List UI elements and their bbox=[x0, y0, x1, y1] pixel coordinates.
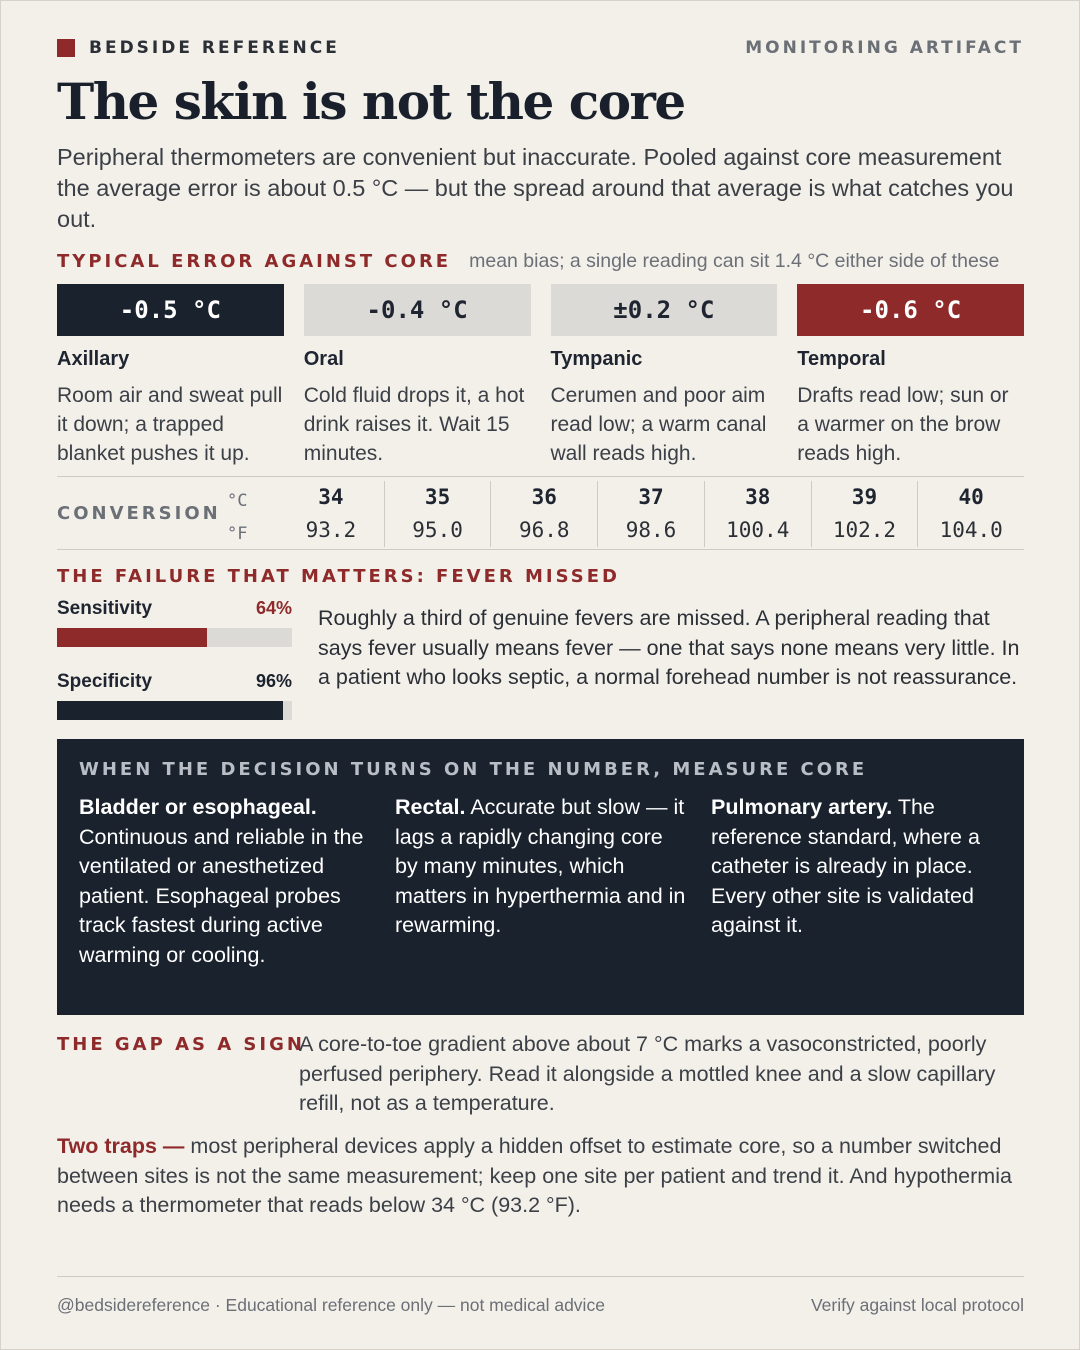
brand-label: BEDSIDE REFERENCE bbox=[89, 38, 340, 58]
site-card-oral bbox=[304, 284, 531, 468]
top-bar bbox=[57, 38, 1024, 60]
site-bias-value: ±0.2 °C bbox=[551, 284, 778, 336]
celsius-value: 36 bbox=[531, 485, 557, 509]
core-site-bladder-esophageal bbox=[79, 793, 371, 970]
conversion-column bbox=[811, 481, 918, 547]
brand bbox=[57, 38, 340, 58]
footer bbox=[57, 1276, 1024, 1315]
traps-note bbox=[57, 1132, 1024, 1221]
specificity-meter bbox=[57, 671, 292, 720]
error-section-note: mean bias; a single reading can sit 1.4 °C either side of these bbox=[469, 250, 1000, 272]
conversion-column bbox=[597, 481, 704, 547]
celsius-unit: °C bbox=[227, 491, 248, 511]
celsius-value: 37 bbox=[638, 485, 664, 509]
fahrenheit-unit: °F bbox=[227, 524, 248, 544]
core-site-text: The reference standard, where a catheter is already in place. Every other site is validated against it. bbox=[711, 795, 980, 937]
footer-disclaimer: Verify against local protocol bbox=[810, 1295, 1024, 1315]
error-section-header bbox=[57, 250, 999, 273]
meter-track bbox=[57, 701, 292, 720]
fahrenheit-value: 95.0 bbox=[412, 518, 463, 542]
intro-paragraph: Peripheral thermometers are convenient but inaccurate. Pooled against core measurement the average error is about 0.5 °C — but the spread around that average is what catches you out. bbox=[57, 144, 1014, 232]
meter-track bbox=[57, 628, 292, 647]
page-title: The skin is not the core bbox=[57, 72, 685, 131]
site-description: Cold fluid drops it, a hot drink raises it. Wait 15 minutes. bbox=[303, 384, 525, 465]
meter-percent: 96% bbox=[255, 671, 292, 691]
gap-explanation: A core-to-toe gradient above about 7 °C marks a vasoconstricted, poorly perfused periphery. Read it alongside a mottled knee and a slow capillary refill, not as a temperature. bbox=[299, 1032, 996, 1115]
site-name: Temporal bbox=[797, 348, 886, 370]
sensitivity-meter bbox=[57, 598, 292, 647]
site-bias-value: -0.6 °C bbox=[797, 284, 1024, 336]
celsius-value: 35 bbox=[424, 485, 451, 509]
category-tag: MONITORING ARTIFACT bbox=[745, 38, 1024, 58]
conversion-column bbox=[917, 481, 1024, 547]
site-card-axillary bbox=[57, 284, 284, 468]
celsius-value: 34 bbox=[318, 485, 344, 509]
traps-text: most peripheral devices apply a hidden offset to estimate core, so a number switched between sites is not the same measurement; keep one site per patient and trend it. And hypothermia needs a thermometer that reads below 34 °C (93.2 °F). bbox=[57, 1134, 1012, 1217]
core-site-text: Accurate but slow — it lags a rapidly changing core by many minutes, which matters in hyperthermia and in rewarming. bbox=[395, 795, 686, 937]
core-site-pulmonary-artery bbox=[711, 793, 1003, 970]
brand-square-icon bbox=[57, 39, 75, 57]
traps-lead: Two traps — bbox=[57, 1134, 185, 1158]
meter-fill bbox=[57, 701, 283, 720]
meter-fill bbox=[57, 628, 207, 647]
site-name: Oral bbox=[303, 348, 344, 370]
celsius-value: 39 bbox=[851, 485, 878, 509]
failure-explanation: Roughly a third of genuine fevers are missed. A peripheral reading that says fever usually means fever — one that says none means very little. In a patient who looks septic, a normal forehead number is not reassurance. bbox=[318, 606, 1020, 689]
site-description: Cerumen and poor aim read low; a warm canal wall reads high. bbox=[550, 384, 767, 465]
core-site-rectal bbox=[395, 793, 687, 970]
site-description: Room air and sweat pull it down; a trapped blanket pushes it up. bbox=[57, 384, 283, 465]
gap-section-label: THE GAP AS A SIGN bbox=[57, 1034, 305, 1055]
conversion-column bbox=[704, 481, 811, 547]
fahrenheit-value: 98.6 bbox=[625, 518, 677, 542]
core-site-lead: Bladder or esophageal. bbox=[79, 795, 317, 819]
fahrenheit-value: 96.8 bbox=[519, 518, 570, 542]
site-card-temporal bbox=[797, 284, 1024, 468]
meter-percent: 64% bbox=[255, 598, 292, 618]
core-site-text: Continuous and reliable in the ventilated or anesthetized patient. Esophageal probes track fastest during active warming or cooling. bbox=[79, 824, 364, 967]
site-description: Drafts read low; sun or a warmer on the brow reads high. bbox=[797, 384, 1009, 465]
core-panel-heading: WHEN THE DECISION TURNS ON THE NUMBER, MEASURE CORE bbox=[79, 759, 868, 780]
conversion-column bbox=[490, 481, 597, 547]
fahrenheit-value: 104.0 bbox=[939, 518, 1003, 542]
site-card-tympanic bbox=[551, 284, 778, 468]
conversion-column bbox=[384, 481, 491, 547]
site-bias-value: -0.5 °C bbox=[57, 284, 284, 336]
core-site-lead: Rectal. bbox=[395, 795, 466, 819]
celsius-value: 38 bbox=[745, 485, 771, 509]
meter-label: Sensitivity bbox=[57, 598, 153, 619]
accuracy-meters bbox=[57, 598, 292, 744]
fahrenheit-value: 102.2 bbox=[832, 518, 897, 542]
site-name: Tympanic bbox=[550, 348, 643, 370]
conversion-columns bbox=[278, 481, 1024, 547]
failure-section-label: THE FAILURE THAT MATTERS: FEVER MISSED bbox=[57, 566, 620, 587]
conversion-units bbox=[227, 485, 247, 551]
site-bias-value: -0.4 °C bbox=[304, 284, 531, 336]
core-panel-columns bbox=[79, 793, 1004, 970]
fahrenheit-value: 93.2 bbox=[305, 518, 357, 542]
footer-credit: @bedsidereference · Educational reference only — not medical advice bbox=[57, 1295, 605, 1315]
conversion-table bbox=[57, 476, 1024, 550]
conversion-column bbox=[278, 481, 384, 547]
conversion-label: CONVERSION bbox=[57, 503, 221, 524]
core-measurement-panel bbox=[57, 739, 1024, 1015]
site-name: Axillary bbox=[57, 348, 130, 370]
core-site-lead: Pulmonary artery. bbox=[711, 795, 893, 819]
meter-label: Specificity bbox=[57, 671, 153, 692]
error-section-label: TYPICAL ERROR AGAINST CORE bbox=[57, 251, 452, 272]
fahrenheit-value: 100.4 bbox=[726, 518, 790, 542]
celsius-value: 40 bbox=[958, 485, 984, 509]
site-cards bbox=[57, 284, 1024, 468]
